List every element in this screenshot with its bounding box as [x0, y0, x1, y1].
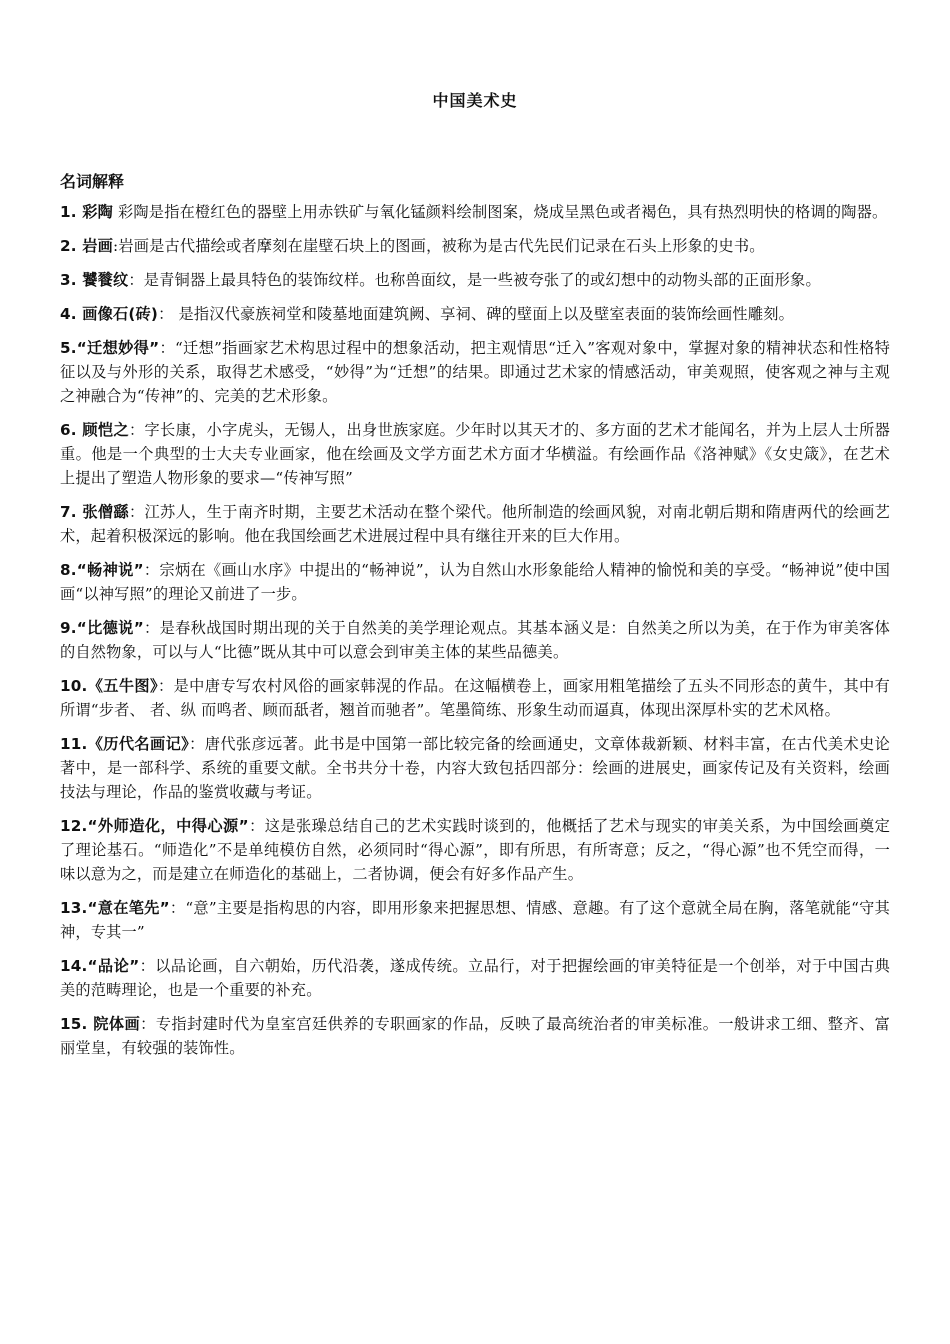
- term-label: 12.“外师造化，中得心源”: [60, 817, 249, 835]
- term-label: 6. 顾恺之: [60, 421, 129, 439]
- term-label: 7. 张僧繇: [60, 503, 129, 521]
- list-item: [60, 200, 890, 224]
- term-label: 1. 彩陶: [60, 203, 113, 221]
- term-label: 8.“畅神说”: [60, 561, 144, 579]
- list-item: [60, 302, 890, 326]
- section-heading: 名词解释: [60, 172, 125, 191]
- list-item: [60, 814, 890, 886]
- list-item: [60, 732, 890, 804]
- term-definition: :岩画是古代描绘或者摩刻在崖壁石块上的图画，被称为是古代先民们记录在石头上形象的史书。: [113, 237, 765, 255]
- term-definition: ：是青铜器上最具特色的装饰纹样。也称兽面纹，是一些被夸张了的或幻想中的动物头部的正面形象。: [128, 271, 821, 289]
- term-definition: ：“迁想”指画家艺术构思过程中的想象活动，把主观情思“迁入”客观对象中，掌握对象的精神状态和性格特征以及与外形的关系，取得艺术感受，“妙得”为“迁想”的结果。即通过艺术家的情感活动，审美观照，使客观之神与主观之神融合为“传神”的、完美的艺术形象。: [60, 339, 891, 405]
- list-item: [60, 234, 890, 258]
- list-item: [60, 674, 890, 722]
- list-item: [60, 896, 890, 944]
- list-item: [60, 558, 890, 606]
- term-definition: ：是中唐专写农村风俗的画家韩滉的作品。在这幅横卷上，画家用粗笔描绘了五头不同形态的黄牛，其中有所谓“步者、 者、纵 而鸣者、顾而舐者，翘首而驰者”。笔墨简练、形象生动而逼真，体现出深厚朴实的艺术风格。: [60, 677, 891, 719]
- term-definition: 彩陶是指在橙红色的器壁上用赤铁矿与氧化锰颜料绘制图案，烧成呈黑色或者褐色，具有热烈明快的格调的陶器。: [113, 203, 888, 221]
- term-definition: ：唐代张彦远著。此书是中国第一部比较完备的绘画通史，文章体裁新颖、材料丰富，在古代美术史论著中，是一部科学、系统的重要文献。全书共分十卷，内容大致包括四部分：绘画的进展史，画家传记及有关资料，绘画技法与理论，作品的鉴赏收藏与考证。: [60, 735, 891, 801]
- list-item: [60, 268, 890, 292]
- term-definition: ：江苏人，生于南齐时期，主要艺术活动在整个梁代。他所制造的绘画风貌，对南北朝后期和隋唐两代的绘画艺术，起着积极深远的影响。他在我国绘画艺术进展过程中具有继往开来的巨大作用。: [60, 503, 890, 545]
- list-item: [60, 418, 890, 490]
- list-item: [60, 616, 890, 664]
- term-label: 13.“意在笔先”: [60, 899, 170, 917]
- list-item: [60, 1012, 890, 1060]
- list-item: [60, 500, 890, 548]
- list-item: [60, 954, 890, 1002]
- term-definition: ：是春秋战国时期出现的关于自然美的美学理论观点。其基本涵义是：自然美之所以为美，在于作为审美客体的自然物象，可以与人“比德”既从其中可以意会到审美主体的某些品德美。: [60, 619, 890, 661]
- term-definition: ：“意”主要是指构思的内容，即用形象来把握思想、情感、意趣。有了这个意就全局在胸，落笔就能“守其神，专其一”: [60, 899, 890, 941]
- term-label: 4. 画像石(砖): [60, 305, 159, 323]
- list-item: [60, 336, 890, 408]
- term-label: 5.“迁想妙得”: [60, 339, 160, 357]
- term-label: 11.《历代名画记》: [60, 735, 190, 753]
- term-definition: ：宗炳在《画山水序》中提出的“畅神说”，认为自然山水形象能给人精神的愉悦和美的享受。“畅神说”使中国画“以神写照”的理论又前进了一步。: [60, 561, 891, 603]
- term-label: 14.“品论”: [60, 957, 140, 975]
- term-definition: ： 是指汉代豪族祠堂和陵墓地面建筑阙、享祠、碑的壁面上以及壁室表面的装饰绘画性雕刻。: [158, 305, 794, 323]
- term-definition: ：字长康，小字虎头，无锡人，出身世族家庭。少年时以其天才的、多方面的艺术才能闻名，并为上层人士所器重。他是一个典型的士大夫专业画家，他在绘画及文学方面艺术方面才华横溢。有绘画作品《洛神赋》《女史箴》，在艺术上提出了塑造人物形象的要求—“传神写照”: [60, 421, 890, 487]
- term-label: 15. 院体画: [60, 1015, 141, 1033]
- term-label: 3. 饕餮纹: [60, 271, 129, 289]
- term-label: 2. 岩画: [60, 237, 113, 255]
- term-label: 9.“比德说”: [60, 619, 144, 637]
- term-definition: ：这是张璪总结自己的艺术实践时谈到的，他概括了艺术与现实的审美关系，为中国绘画奠定了理论基石。“师造化”不是单纯模仿自然，必须同时“得心源”，即有所思，有所寄意；反之，“得心源”也不凭空而得，一味以意为之，而是建立在师造化的基础上，二者协调，便会有好多作品产生。: [60, 817, 890, 883]
- term-label: 10.《五牛图》: [60, 677, 158, 695]
- document-title: 中国美术史: [432, 91, 518, 110]
- term-definition: ：以品论画，自六朝始，历代沿袭，遂成传统。立品行，对于把握绘画的审美特征是一个创举，对于中国古典美的范畴理论，也是一个重要的补充。: [60, 957, 890, 999]
- term-definition: ：专指封建时代为皇室宫廷供养的专职画家的作品，反映了最高统治者的审美标准。一般讲求工细、整齐、富丽堂皇，有较强的装饰性。: [60, 1015, 890, 1057]
